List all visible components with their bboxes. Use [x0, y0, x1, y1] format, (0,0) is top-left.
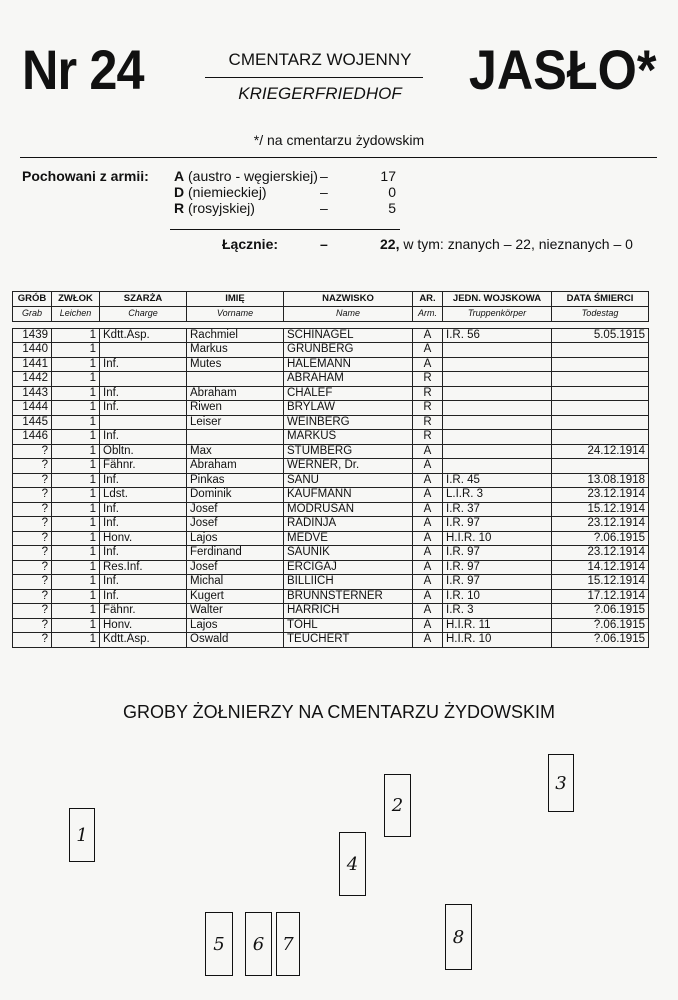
army-cell: A [413, 589, 443, 604]
grave-cell: 1441 [13, 357, 52, 372]
army-r-count: 5 [388, 200, 396, 216]
map-title: GROBY ŻOŁNIERZY NA CMENTARZU ŻYDOWSKIM [122, 702, 556, 722]
army-a-label [174, 168, 318, 184]
rank-cell: Fähnr. [100, 604, 187, 619]
surname-cell: BILLIICH [284, 575, 413, 590]
surname-cell: TÖHL [284, 618, 413, 633]
bodies-cell: 1 [52, 430, 100, 445]
grave-cell: ? [13, 546, 52, 561]
total-dash: – [320, 236, 328, 252]
bodies-cell: 1 [52, 415, 100, 430]
unit-cell [443, 415, 552, 430]
death-date-cell [552, 343, 649, 358]
table-row [13, 430, 649, 445]
grave-box-3: 3 [548, 754, 574, 812]
army-a-count: 17 [380, 168, 396, 184]
table-row [13, 517, 649, 532]
army-d-code: D [174, 184, 185, 200]
bodies-cell: 1 [52, 531, 100, 546]
column-header: DATA ŚMIERCI [552, 292, 649, 307]
army-cell: A [413, 444, 443, 459]
first-name-cell: Josef [187, 560, 284, 575]
title-german: KRIEGERFRIEDHOF [238, 84, 402, 103]
title-polish: CMENTARZ WOJENNY [228, 50, 412, 69]
first-name-cell [187, 372, 284, 387]
column-header: IMIĘ [187, 292, 284, 307]
rank-cell: Fähnr. [100, 459, 187, 474]
table-body [13, 328, 649, 647]
army-r-dash: – [320, 200, 328, 216]
table-row [13, 589, 649, 604]
death-date-cell: ?.06.1915 [552, 618, 649, 633]
bodies-cell: 1 [52, 488, 100, 503]
table-row [13, 546, 649, 561]
surname-cell: BRUNNSTERNER [284, 589, 413, 604]
surname-cell: MEDVE [284, 531, 413, 546]
table-subheader-row [13, 307, 649, 322]
surname-cell: BRYLAW [284, 401, 413, 416]
grave-cell: ? [13, 531, 52, 546]
army-cell: A [413, 502, 443, 517]
bodies-cell: 1 [52, 560, 100, 575]
table-row [13, 531, 649, 546]
surname-cell: MODRUSAN [284, 502, 413, 517]
grave-cell: 1443 [13, 386, 52, 401]
table-row [13, 386, 649, 401]
first-name-cell: Abraham [187, 459, 284, 474]
table-header-row [13, 292, 649, 307]
rank-cell: Inf. [100, 473, 187, 488]
death-date-cell: 23.12.1914 [552, 546, 649, 561]
cemetery-number: Nr 24 [22, 38, 144, 101]
unit-cell: I.R. 3 [443, 604, 552, 619]
grave-cell: ? [13, 488, 52, 503]
death-date-cell: ?.06.1915 [552, 604, 649, 619]
column-subheader: Charge [100, 307, 187, 322]
grave-box-8: 8 [445, 904, 472, 970]
bodies-cell: 1 [52, 444, 100, 459]
army-a-dash: – [320, 168, 328, 184]
grave-cell: 1444 [13, 401, 52, 416]
rank-cell: Inf. [100, 401, 187, 416]
unit-cell: H.I.R. 11 [443, 618, 552, 633]
table-row [13, 372, 649, 387]
death-date-cell: 13.08.1918 [552, 473, 649, 488]
unit-cell [443, 459, 552, 474]
unit-cell [443, 401, 552, 416]
army-d-count: 0 [388, 184, 396, 200]
army-cell: A [413, 488, 443, 503]
first-name-cell: Walter [187, 604, 284, 619]
surname-cell: WEINBERG [284, 415, 413, 430]
bodies-cell: 1 [52, 386, 100, 401]
death-date-cell [552, 372, 649, 387]
rank-cell: Honv. [100, 618, 187, 633]
first-name-cell: Ferdinand [187, 546, 284, 561]
rank-cell [100, 415, 187, 430]
grave-cell: ? [13, 604, 52, 619]
grave-box-4: 4 [339, 832, 366, 896]
rank-cell: Inf. [100, 589, 187, 604]
army-cell: A [413, 459, 443, 474]
grave-box-6: 6 [245, 912, 272, 976]
rank-cell: Inf. [100, 357, 187, 372]
table-row [13, 488, 649, 503]
unit-cell: L.I.R. 3 [443, 488, 552, 503]
unit-cell: I.R. 45 [443, 473, 552, 488]
grave-cell: ? [13, 444, 52, 459]
unit-cell [443, 444, 552, 459]
surname-cell: RADINJA [284, 517, 413, 532]
grave-cell: ? [13, 459, 52, 474]
column-header: NAZWISKO [284, 292, 413, 307]
first-name-cell: Rachmiel [187, 328, 284, 343]
surname-cell: WERNER, Dr. [284, 459, 413, 474]
unit-cell: I.R. 97 [443, 560, 552, 575]
surname-cell: ABRAHAM [284, 372, 413, 387]
surname-cell: TEUCHERT [284, 633, 413, 648]
table-row [13, 415, 649, 430]
grave-cell: 1442 [13, 372, 52, 387]
total-detail: w tym: znanych – 22, nieznanych – 0 [399, 236, 633, 252]
unit-cell: H.I.R. 10 [443, 531, 552, 546]
grave-cell: ? [13, 517, 52, 532]
bodies-cell: 1 [52, 618, 100, 633]
unit-cell: I.R. 56 [443, 328, 552, 343]
bodies-cell: 1 [52, 633, 100, 648]
army-cell: A [413, 343, 443, 358]
table-row [13, 618, 649, 633]
grave-cell: 1439 [13, 328, 52, 343]
bodies-cell: 1 [52, 473, 100, 488]
death-date-cell: 24.12.1914 [552, 444, 649, 459]
army-cell: A [413, 546, 443, 561]
rank-cell [100, 343, 187, 358]
death-date-cell: 15.12.1914 [552, 502, 649, 517]
first-name-cell: Lajos [187, 618, 284, 633]
column-subheader: Name [284, 307, 413, 322]
column-subheader: Todestag [552, 307, 649, 322]
first-name-cell: Kugert [187, 589, 284, 604]
rank-cell: Honv. [100, 531, 187, 546]
army-cell: R [413, 372, 443, 387]
death-date-cell: ?.06.1915 [552, 531, 649, 546]
surname-cell: SCHINAGEL [284, 328, 413, 343]
grave-cell: 1440 [13, 343, 52, 358]
grave-cell: ? [13, 618, 52, 633]
table-row [13, 459, 649, 474]
bodies-cell: 1 [52, 517, 100, 532]
rank-cell: Inf. [100, 430, 187, 445]
grave-cell: ? [13, 473, 52, 488]
unit-cell: I.R. 97 [443, 517, 552, 532]
bodies-cell: 1 [52, 502, 100, 517]
place-name: JASŁO* [468, 38, 656, 101]
rank-cell [100, 372, 187, 387]
column-header: SZARŻA [100, 292, 187, 307]
surname-cell: HARRICH [284, 604, 413, 619]
surname-cell: STÜMBERG [284, 444, 413, 459]
column-header: JEDN. WOJSKOWA [443, 292, 552, 307]
army-r-label [174, 200, 255, 216]
army-cell: R [413, 415, 443, 430]
bodies-cell: 1 [52, 401, 100, 416]
unit-cell [443, 386, 552, 401]
first-name-cell: Riwen [187, 401, 284, 416]
total-label: Łącznie: [222, 236, 279, 252]
rank-cell: Inf. [100, 575, 187, 590]
surname-cell: MARKUS [284, 430, 413, 445]
grave-cell: 1445 [13, 415, 52, 430]
death-date-cell: 23.12.1914 [552, 517, 649, 532]
army-cell: A [413, 357, 443, 372]
army-a-name: (austro - węgierskiej) [188, 168, 318, 184]
first-name-cell: Dominik [187, 488, 284, 503]
column-header: AR. [413, 292, 443, 307]
unit-cell: I.R. 97 [443, 575, 552, 590]
column-subheader: Grab [13, 307, 52, 322]
unit-cell [443, 430, 552, 445]
header-divider [20, 157, 657, 158]
bodies-cell: 1 [52, 357, 100, 372]
army-cell: A [413, 328, 443, 343]
rank-cell: Res.Inf. [100, 560, 187, 575]
surname-cell: SANU [284, 473, 413, 488]
bodies-cell: 1 [52, 372, 100, 387]
table-row [13, 473, 649, 488]
rank-cell: Inf. [100, 517, 187, 532]
surname-cell: KAUFMANN [284, 488, 413, 503]
bodies-cell: 1 [52, 328, 100, 343]
army-d-name: (niemieckiej) [188, 184, 267, 200]
army-d-label [174, 184, 267, 200]
bodies-cell: 1 [52, 604, 100, 619]
death-date-cell: 17.12.1914 [552, 589, 649, 604]
death-date-cell [552, 357, 649, 372]
grave-cell: ? [13, 589, 52, 604]
army-cell: A [413, 517, 443, 532]
army-cell: A [413, 473, 443, 488]
army-cell: A [413, 618, 443, 633]
death-date-cell [552, 386, 649, 401]
buried-label: Pochowani z armii: [22, 168, 149, 184]
table-row [13, 357, 649, 372]
title-divider [205, 77, 423, 78]
footnote: */ na cmentarzu żydowskim [253, 132, 425, 148]
first-name-cell [187, 430, 284, 445]
grave-box-2: 2 [384, 774, 411, 837]
bodies-cell: 1 [52, 546, 100, 561]
rank-cell: Inf. [100, 502, 187, 517]
surname-cell: SAUNIK [284, 546, 413, 561]
death-date-cell: 14.12.1914 [552, 560, 649, 575]
surname-cell: HALEMANN [284, 357, 413, 372]
first-name-cell: Josef [187, 517, 284, 532]
rank-cell: Ldst. [100, 488, 187, 503]
column-header: GRÓB [13, 292, 52, 307]
table-row [13, 444, 649, 459]
table-row [13, 560, 649, 575]
grave-box-1: 1 [69, 808, 95, 862]
death-date-cell: 23.12.1914 [552, 488, 649, 503]
army-r-code: R [174, 200, 185, 216]
army-cell: A [413, 633, 443, 648]
unit-cell: H.I.R. 10 [443, 633, 552, 648]
death-date-cell [552, 430, 649, 445]
first-name-cell: Pinkas [187, 473, 284, 488]
unit-cell: I.R. 97 [443, 546, 552, 561]
army-cell: A [413, 560, 443, 575]
surname-cell: GRÜNBERG [284, 343, 413, 358]
unit-cell: I.R. 10 [443, 589, 552, 604]
rank-cell: Inf. [100, 546, 187, 561]
table-row [13, 401, 649, 416]
total-number: 22, [380, 236, 400, 252]
grave-box-7: 7 [276, 912, 300, 976]
column-subheader: Truppenkörper [443, 307, 552, 322]
unit-cell [443, 372, 552, 387]
unit-cell: I.R. 37 [443, 502, 552, 517]
graves-table [12, 291, 649, 648]
grave-cell: ? [13, 502, 52, 517]
first-name-cell: Mutes [187, 357, 284, 372]
army-cell: R [413, 401, 443, 416]
total-value [380, 236, 633, 252]
unit-cell [443, 357, 552, 372]
first-name-cell: Max [187, 444, 284, 459]
column-subheader: Arm. [413, 307, 443, 322]
summary-divider [170, 229, 400, 230]
unit-cell [443, 343, 552, 358]
table-gap [13, 321, 649, 328]
bodies-cell: 1 [52, 589, 100, 604]
army-cell: A [413, 531, 443, 546]
grave-cell: 1446 [13, 430, 52, 445]
first-name-cell: Leiser [187, 415, 284, 430]
table-row [13, 575, 649, 590]
table-row [13, 502, 649, 517]
grave-cell: ? [13, 633, 52, 648]
table-row [13, 343, 649, 358]
table-row [13, 328, 649, 343]
grave-box-5: 5 [205, 912, 233, 976]
death-date-cell: 15.12.1914 [552, 575, 649, 590]
rank-cell: Kdtt.Asp. [100, 328, 187, 343]
rank-cell: Inf. [100, 386, 187, 401]
bodies-cell: 1 [52, 459, 100, 474]
army-cell: A [413, 604, 443, 619]
death-date-cell: ?.06.1915 [552, 633, 649, 648]
bodies-cell: 1 [52, 343, 100, 358]
surname-cell: CHALEF [284, 386, 413, 401]
death-date-cell: 5.05.1915 [552, 328, 649, 343]
bodies-cell: 1 [52, 575, 100, 590]
column-subheader: Leichen [52, 307, 100, 322]
rank-cell: Obltn. [100, 444, 187, 459]
column-header: ZWŁOK [52, 292, 100, 307]
army-cell: R [413, 386, 443, 401]
army-cell: R [413, 430, 443, 445]
surname-cell: ERCIGAJ [284, 560, 413, 575]
army-cell: A [413, 575, 443, 590]
army-a-code: A [174, 168, 185, 184]
first-name-cell: Oswald [187, 633, 284, 648]
first-name-cell: Lajos [187, 531, 284, 546]
column-subheader: Vorname [187, 307, 284, 322]
first-name-cell: Michal [187, 575, 284, 590]
table-row [13, 633, 649, 648]
table-row [13, 604, 649, 619]
army-r-name: (rosyjskiej) [188, 200, 255, 216]
army-d-dash: – [320, 184, 328, 200]
death-date-cell [552, 401, 649, 416]
rank-cell: Kdtt.Asp. [100, 633, 187, 648]
grave-cell: ? [13, 575, 52, 590]
death-date-cell [552, 415, 649, 430]
first-name-cell: Abraham [187, 386, 284, 401]
grave-cell: ? [13, 560, 52, 575]
first-name-cell: Markus [187, 343, 284, 358]
death-date-cell [552, 459, 649, 474]
first-name-cell: Josef [187, 502, 284, 517]
